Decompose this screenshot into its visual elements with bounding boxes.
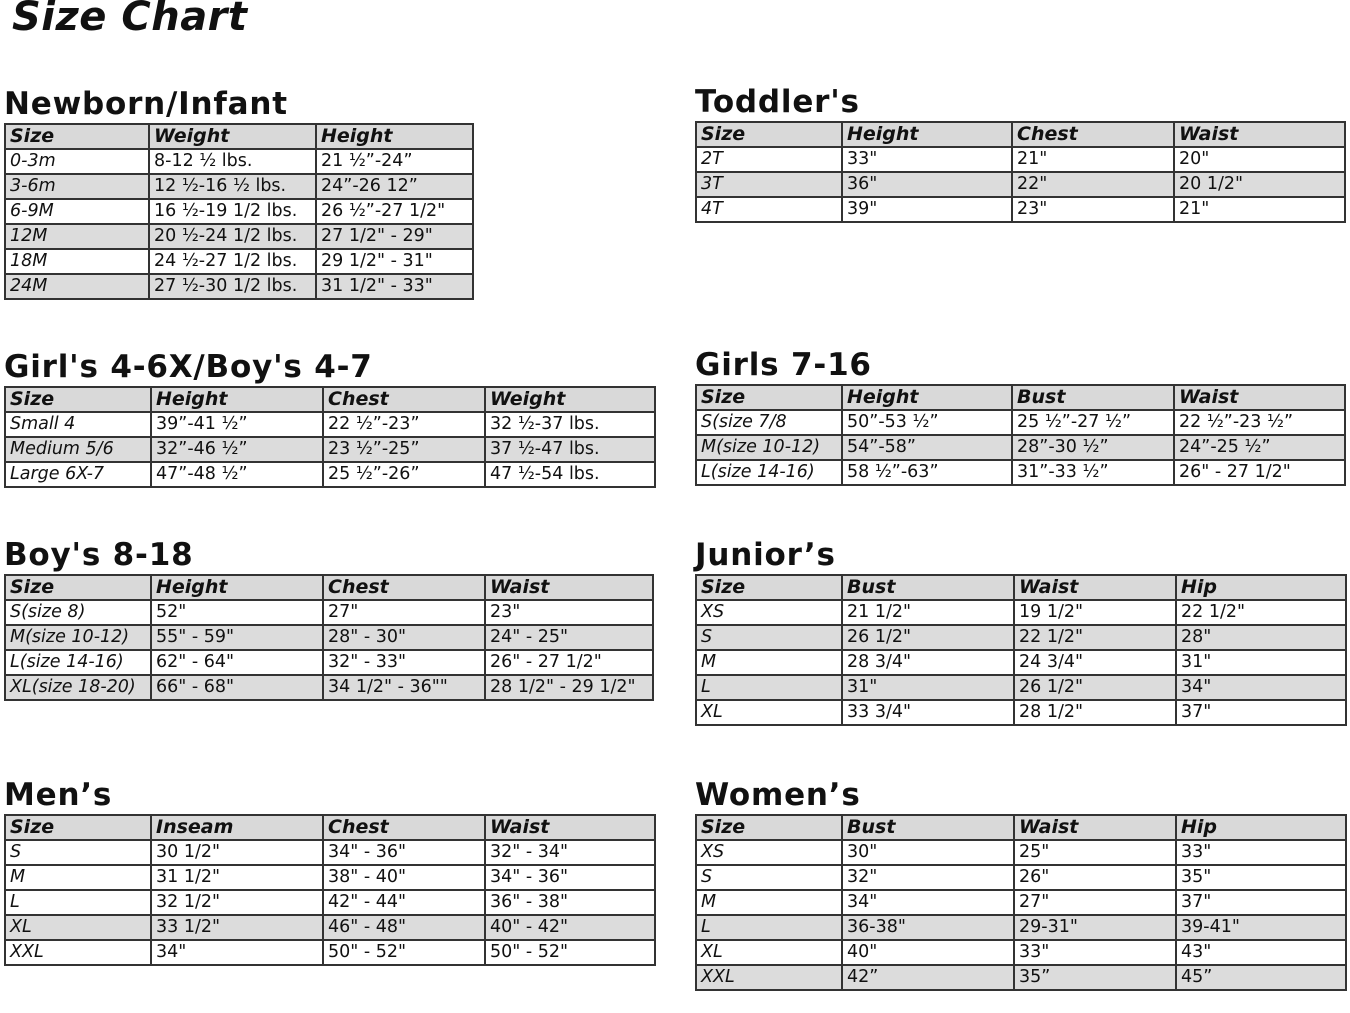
value-cell: 33" xyxy=(842,147,1012,172)
column-header: Waist xyxy=(1174,122,1345,147)
size-cell: M xyxy=(696,650,842,675)
column-header: Hip xyxy=(1176,575,1346,600)
value-cell: 26 1/2" xyxy=(842,625,1014,650)
value-cell: 28 1/2" - 29 1/2" xyxy=(485,675,653,700)
table-row xyxy=(5,199,473,224)
value-cell: 34 1/2" - 36"" xyxy=(323,675,485,700)
table-header-row xyxy=(5,387,655,412)
value-cell: 50" - 52" xyxy=(485,940,655,965)
size-cell: XS xyxy=(696,600,842,625)
size-cell: XS xyxy=(696,840,842,865)
value-cell: 37 ½-47 lbs. xyxy=(485,437,655,462)
value-cell: 8-12 ½ lbs. xyxy=(149,149,316,174)
value-cell: 20 ½-24 1/2 lbs. xyxy=(149,224,316,249)
value-cell: 55" - 59" xyxy=(151,625,323,650)
womens-section xyxy=(695,776,1347,991)
size-cell: XXL xyxy=(5,940,151,965)
value-cell: 38" - 40" xyxy=(323,865,485,890)
value-cell: 50" - 52" xyxy=(323,940,485,965)
size-cell: L xyxy=(696,675,842,700)
value-cell: 32" - 34" xyxy=(485,840,655,865)
value-cell: 22" xyxy=(1012,172,1174,197)
column-header: Height xyxy=(151,387,323,412)
size-table xyxy=(695,384,1346,486)
size-cell: S(size 7/8 xyxy=(696,410,842,435)
column-header: Size xyxy=(5,575,151,600)
column-header: Height xyxy=(842,122,1012,147)
column-header: Size xyxy=(5,387,151,412)
value-cell: 27" xyxy=(1014,890,1176,915)
column-header: Size xyxy=(696,575,842,600)
size-cell: XL(size 18-20) xyxy=(5,675,151,700)
value-cell: 30" xyxy=(842,840,1014,865)
value-cell: 21 ½”-24” xyxy=(316,149,473,174)
table-row xyxy=(5,890,655,915)
value-cell: 34" - 36" xyxy=(485,865,655,890)
table-row xyxy=(696,197,1345,222)
value-cell: 36" xyxy=(842,172,1012,197)
size-cell: S xyxy=(696,865,842,890)
size-cell: 24M xyxy=(5,274,149,299)
size-cell: S(size 8) xyxy=(5,600,151,625)
table-row xyxy=(5,274,473,299)
table-row xyxy=(5,865,655,890)
section-title: Women’s xyxy=(695,777,861,813)
girls-7-16-section xyxy=(695,346,1346,486)
size-table xyxy=(4,123,474,300)
table-row xyxy=(5,650,653,675)
column-header: Size xyxy=(5,124,149,149)
column-header: Weight xyxy=(149,124,316,149)
table-row xyxy=(5,462,655,487)
value-cell: 28" - 30" xyxy=(323,625,485,650)
section-title: Men’s xyxy=(4,777,113,813)
column-header: Height xyxy=(151,575,323,600)
table-row xyxy=(5,625,653,650)
size-table xyxy=(695,814,1347,991)
table-row xyxy=(696,865,1346,890)
value-cell: 43" xyxy=(1176,940,1346,965)
size-cell: 3-6m xyxy=(5,174,149,199)
value-cell: 32”-46 ½” xyxy=(151,437,323,462)
size-cell: M(size 10-12) xyxy=(5,625,151,650)
column-header: Inseam xyxy=(151,815,323,840)
value-cell: 31 1/2" xyxy=(151,865,323,890)
table-row xyxy=(5,675,653,700)
size-table xyxy=(4,574,654,701)
table-row xyxy=(696,172,1345,197)
column-header: Chest xyxy=(323,387,485,412)
value-cell: 25" xyxy=(1014,840,1176,865)
value-cell: 28" xyxy=(1176,625,1346,650)
value-cell: 45” xyxy=(1176,965,1346,990)
value-cell: 39”-41 ½” xyxy=(151,412,323,437)
value-cell: 34" xyxy=(1176,675,1346,700)
value-cell: 50”-53 ½” xyxy=(842,410,1012,435)
value-cell: 34" - 36" xyxy=(323,840,485,865)
table-header-row xyxy=(696,815,1346,840)
size-table xyxy=(4,386,656,488)
value-cell: 31”-33 ½” xyxy=(1012,460,1174,485)
section-title: Toddler's xyxy=(695,84,860,120)
value-cell: 54”-58” xyxy=(842,435,1012,460)
column-header: Waist xyxy=(485,815,655,840)
value-cell: 66" - 68" xyxy=(151,675,323,700)
value-cell: 21" xyxy=(1174,197,1345,222)
value-cell: 28 1/2" xyxy=(1014,700,1176,725)
size-cell: L xyxy=(5,890,151,915)
table-row xyxy=(5,940,655,965)
value-cell: 32" xyxy=(842,865,1014,890)
boys-8-18-section xyxy=(4,536,654,701)
value-cell: 19 1/2" xyxy=(1014,600,1176,625)
table-row xyxy=(696,840,1346,865)
table-row xyxy=(5,174,473,199)
column-header: Waist xyxy=(1014,575,1176,600)
section-title: Newborn/Infant xyxy=(4,86,288,122)
value-cell: 23" xyxy=(1012,197,1174,222)
juniors-section xyxy=(695,536,1347,726)
value-cell: 46" - 48" xyxy=(323,915,485,940)
value-cell: 22 ½”-23” xyxy=(323,412,485,437)
table-row xyxy=(696,460,1345,485)
mens-section xyxy=(4,776,656,966)
value-cell: 35" xyxy=(1176,865,1346,890)
value-cell: 26" - 27 1/2" xyxy=(485,650,653,675)
value-cell: 28 3/4" xyxy=(842,650,1014,675)
column-header: Weight xyxy=(485,387,655,412)
table-row xyxy=(5,600,653,625)
table-header-row xyxy=(5,575,653,600)
value-cell: 23 ½”-25” xyxy=(323,437,485,462)
size-cell: 3T xyxy=(696,172,842,197)
value-cell: 35” xyxy=(1014,965,1176,990)
section-title: Girls 7-16 xyxy=(695,347,872,383)
column-header: Bust xyxy=(1012,385,1174,410)
size-cell: 2T xyxy=(696,147,842,172)
column-header: Bust xyxy=(842,575,1014,600)
table-header-row xyxy=(696,122,1345,147)
value-cell: 37" xyxy=(1176,890,1346,915)
value-cell: 20 1/2" xyxy=(1174,172,1345,197)
value-cell: 30 1/2" xyxy=(151,840,323,865)
column-header: Size xyxy=(5,815,151,840)
section-title: Junior’s xyxy=(695,537,836,573)
value-cell: 36-38" xyxy=(842,915,1014,940)
size-cell: L(size 14-16) xyxy=(5,650,151,675)
table-row xyxy=(5,437,655,462)
size-table xyxy=(4,814,656,966)
size-cell: XL xyxy=(696,940,842,965)
value-cell: 52" xyxy=(151,600,323,625)
value-cell: 22 1/2" xyxy=(1176,600,1346,625)
value-cell: 27 ½-30 1/2 lbs. xyxy=(149,274,316,299)
value-cell: 32 ½-37 lbs. xyxy=(485,412,655,437)
size-table xyxy=(695,574,1347,726)
value-cell: 28”-30 ½” xyxy=(1012,435,1174,460)
table-row xyxy=(696,940,1346,965)
column-header: Size xyxy=(696,815,842,840)
value-cell: 27" xyxy=(323,600,485,625)
table-header-row xyxy=(696,575,1346,600)
table-row xyxy=(696,625,1346,650)
table-row xyxy=(696,965,1346,990)
table-row xyxy=(5,149,473,174)
table-row xyxy=(696,650,1346,675)
value-cell: 25 ½”-27 ½” xyxy=(1012,410,1174,435)
size-cell: XL xyxy=(696,700,842,725)
value-cell: 12 ½-16 ½ lbs. xyxy=(149,174,316,199)
size-table xyxy=(695,121,1346,223)
girls-4-6x-boys-4-7-section xyxy=(4,348,656,488)
value-cell: 24 ½-27 1/2 lbs. xyxy=(149,249,316,274)
value-cell: 24 3/4" xyxy=(1014,650,1176,675)
size-cell: 18M xyxy=(5,249,149,274)
column-header: Size xyxy=(696,385,842,410)
value-cell: 42” xyxy=(842,965,1014,990)
size-cell: L xyxy=(696,915,842,940)
size-cell: S xyxy=(5,840,151,865)
value-cell: 36" - 38" xyxy=(485,890,655,915)
size-cell: 6-9M xyxy=(5,199,149,224)
value-cell: 27 1/2" - 29" xyxy=(316,224,473,249)
size-cell: S xyxy=(696,625,842,650)
column-header: Waist xyxy=(1174,385,1345,410)
value-cell: 26 1/2" xyxy=(1014,675,1176,700)
table-row xyxy=(5,915,655,940)
value-cell: 33 3/4" xyxy=(842,700,1014,725)
value-cell: 37" xyxy=(1176,700,1346,725)
table-row xyxy=(696,147,1345,172)
value-cell: 40" - 42" xyxy=(485,915,655,940)
section-title: Girl's 4-6X/Boy's 4-7 xyxy=(4,349,373,385)
value-cell: 22 ½”-23 ½” xyxy=(1174,410,1345,435)
value-cell: 21" xyxy=(1012,147,1174,172)
size-cell: Small 4 xyxy=(5,412,151,437)
page-title: Size Chart xyxy=(12,0,248,40)
table-row xyxy=(696,700,1346,725)
value-cell: 23" xyxy=(485,600,653,625)
table-row xyxy=(696,600,1346,625)
column-header: Waist xyxy=(485,575,653,600)
value-cell: 47”-48 ½” xyxy=(151,462,323,487)
value-cell: 33" xyxy=(1176,840,1346,865)
value-cell: 29-31" xyxy=(1014,915,1176,940)
value-cell: 40" xyxy=(842,940,1014,965)
column-header: Bust xyxy=(842,815,1014,840)
value-cell: 58 ½”-63” xyxy=(842,460,1012,485)
value-cell: 25 ½”-26” xyxy=(323,462,485,487)
size-cell: Large 6X-7 xyxy=(5,462,151,487)
table-row xyxy=(696,410,1345,435)
size-cell: 0-3m xyxy=(5,149,149,174)
column-header: Chest xyxy=(1012,122,1174,147)
table-row xyxy=(696,675,1346,700)
value-cell: 21 1/2" xyxy=(842,600,1014,625)
newborn-infant-section xyxy=(4,85,474,300)
value-cell: 62" - 64" xyxy=(151,650,323,675)
value-cell: 47 ½-54 lbs. xyxy=(485,462,655,487)
value-cell: 31" xyxy=(1176,650,1346,675)
table-row xyxy=(5,412,655,437)
value-cell: 42" - 44" xyxy=(323,890,485,915)
section-title: Boy's 8-18 xyxy=(4,537,194,573)
value-cell: 24" - 25" xyxy=(485,625,653,650)
table-row xyxy=(696,890,1346,915)
size-cell: M(size 10-12) xyxy=(696,435,842,460)
value-cell: 34" xyxy=(842,890,1014,915)
table-row xyxy=(5,249,473,274)
column-header: Height xyxy=(316,124,473,149)
size-cell: XXL xyxy=(696,965,842,990)
value-cell: 32 1/2" xyxy=(151,890,323,915)
value-cell: 39-41" xyxy=(1176,915,1346,940)
value-cell: 33 1/2" xyxy=(151,915,323,940)
value-cell: 32" - 33" xyxy=(323,650,485,675)
table-row xyxy=(696,435,1345,460)
table-row xyxy=(696,915,1346,940)
column-header: Size xyxy=(696,122,842,147)
table-header-row xyxy=(5,815,655,840)
size-cell: Medium 5/6 xyxy=(5,437,151,462)
size-cell: 4T xyxy=(696,197,842,222)
table-header-row xyxy=(5,124,473,149)
value-cell: 31" xyxy=(842,675,1014,700)
size-cell: M xyxy=(696,890,842,915)
column-header: Chest xyxy=(323,815,485,840)
value-cell: 20" xyxy=(1174,147,1345,172)
column-header: Hip xyxy=(1176,815,1346,840)
value-cell: 34" xyxy=(151,940,323,965)
value-cell: 16 ½-19 1/2 lbs. xyxy=(149,199,316,224)
size-cell: M xyxy=(5,865,151,890)
value-cell: 39" xyxy=(842,197,1012,222)
value-cell: 26 ½”-27 1/2" xyxy=(316,199,473,224)
size-cell: 12M xyxy=(5,224,149,249)
table-row xyxy=(5,224,473,249)
table-row xyxy=(5,840,655,865)
value-cell: 24”-25 ½” xyxy=(1174,435,1345,460)
size-cell: XL xyxy=(5,915,151,940)
value-cell: 29 1/2" - 31" xyxy=(316,249,473,274)
table-header-row xyxy=(696,385,1345,410)
value-cell: 26" - 27 1/2" xyxy=(1174,460,1345,485)
value-cell: 33" xyxy=(1014,940,1176,965)
column-header: Chest xyxy=(323,575,485,600)
toddlers-section xyxy=(695,83,1346,223)
value-cell: 22 1/2" xyxy=(1014,625,1176,650)
column-header: Height xyxy=(842,385,1012,410)
size-cell: L(size 14-16) xyxy=(696,460,842,485)
column-header: Waist xyxy=(1014,815,1176,840)
value-cell: 26" xyxy=(1014,865,1176,890)
value-cell: 31 1/2" - 33" xyxy=(316,274,473,299)
value-cell: 24”-26 12” xyxy=(316,174,473,199)
